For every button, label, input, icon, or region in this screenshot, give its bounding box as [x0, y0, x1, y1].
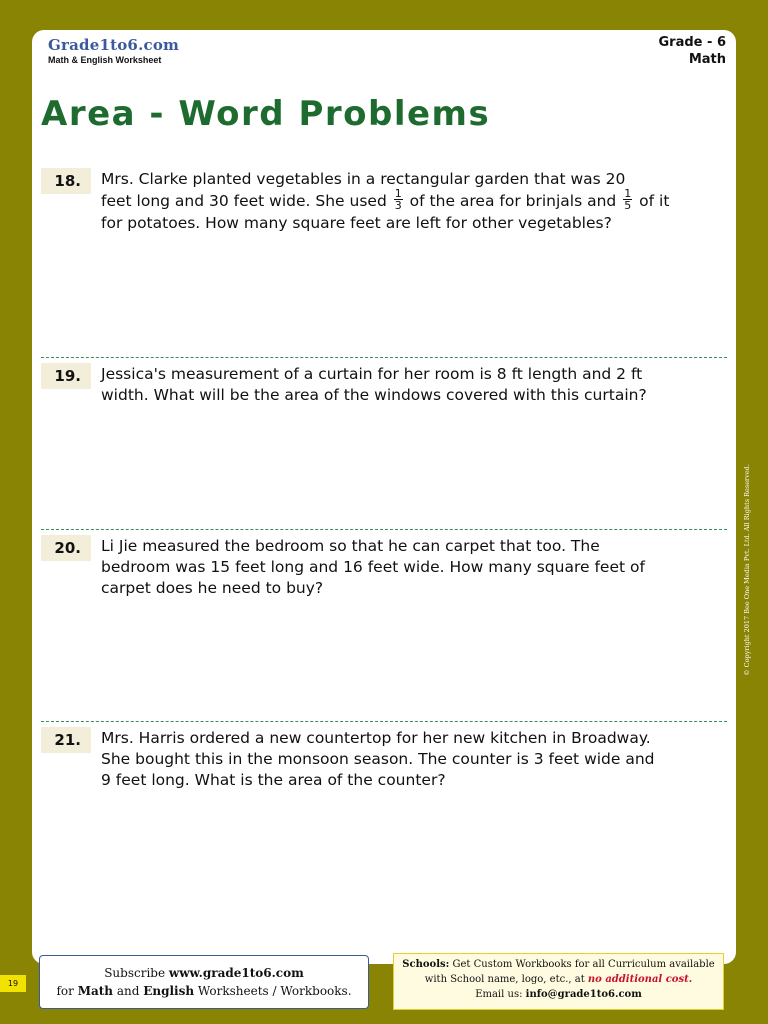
problem-line: Mrs. Clarke planted vegetables in a rectangular garden that was 20 [101, 170, 626, 188]
subscribe-label: Subscribe [104, 966, 169, 980]
grade-label: Grade - 6 [658, 35, 726, 50]
brand-block [48, 36, 179, 65]
problem-number: 20. [41, 535, 91, 561]
and-label: and [113, 984, 144, 998]
problem-line: Mrs. Harris ordered a new countertop for her new kitchen in Broadway. [101, 729, 651, 747]
fraction-one-third [394, 188, 403, 211]
page-title: Area - Word Problems [41, 94, 491, 134]
email-link[interactable]: info@grade1to6.com [525, 989, 642, 1000]
worksheets-label: Worksheets / Workbooks. [194, 984, 352, 998]
schools-text: Get Custom Workbooks for all Curriculum available [449, 959, 715, 970]
fraction-numerator: 1 [624, 187, 632, 200]
problem-line: bedroom was 15 feet long and 16 feet wide. How many square feet of [101, 558, 645, 576]
problem-line: width. What will be the area of the windows covered with this curtain? [101, 386, 647, 404]
problem-line: Li Jie measured the bedroom so that he can carpet that too. The [101, 537, 600, 555]
for-label: for [56, 984, 78, 998]
problem-line: for potatoes. How many square feet are left for other vegetables? [101, 214, 612, 232]
schools-label: Schools: [402, 959, 450, 970]
problem-text-segment: of the area for brinjals and [409, 192, 617, 210]
dashed-divider [41, 357, 727, 358]
subscribe-subline [40, 982, 368, 1000]
brand-subtitle: Math & English Worksheet [48, 55, 162, 65]
subscribe-link[interactable]: www.grade1to6.com [168, 966, 304, 980]
problem-line: 9 feet long. What is the area of the counter? [101, 771, 446, 789]
problem-line: carpet does he need to buy? [101, 579, 324, 597]
problem-text-segment: feet long and 30 feet wide. She used [101, 192, 387, 210]
page-number: 19 [0, 975, 26, 992]
subject-label: Math [688, 52, 726, 67]
worksheet-page [32, 30, 736, 964]
dashed-divider [41, 529, 727, 530]
problem-number: 18. [41, 168, 91, 194]
problem-text [101, 364, 731, 406]
problem-text [101, 169, 731, 234]
problem-number: 19. [41, 363, 91, 389]
fraction-numerator: 1 [394, 187, 402, 200]
copyright-notice [736, 440, 758, 700]
problem-line: Jessica's measurement of a curtain for her room is 8 ft length and 2 ft [101, 365, 643, 383]
subscribe-box [39, 955, 369, 1009]
problem-text-segment: of it [639, 192, 670, 210]
problem-line [101, 187, 731, 213]
subscribe-line [40, 964, 368, 982]
email-line [394, 987, 723, 1002]
math-label: Math [77, 984, 114, 998]
schools-text-2: with School name, logo, etc., at [424, 974, 588, 985]
schools-line [394, 957, 723, 972]
email-label: Email us: [475, 989, 526, 1000]
problem-number: 21. [41, 727, 91, 753]
problem-text [101, 728, 731, 791]
fraction-one-fifth [623, 188, 632, 211]
problem-text [101, 536, 731, 599]
schools-line-2 [394, 972, 723, 987]
fraction-denominator: 3 [394, 199, 402, 212]
brand-name[interactable]: Grade1to6.com [48, 36, 180, 54]
dashed-divider [41, 721, 727, 722]
grade-block [659, 34, 726, 68]
fraction-denominator: 5 [624, 199, 632, 212]
copyright-text: © Copyright 2017 Bee One Media Pvt. Ltd. All Rights Reserved. [743, 464, 752, 676]
problem-line: She bought this in the monsoon season. The counter is 3 feet wide and [101, 750, 655, 768]
no-cost-text: no additional cost. [587, 974, 693, 985]
english-label: English [143, 984, 195, 998]
schools-box [393, 953, 724, 1010]
